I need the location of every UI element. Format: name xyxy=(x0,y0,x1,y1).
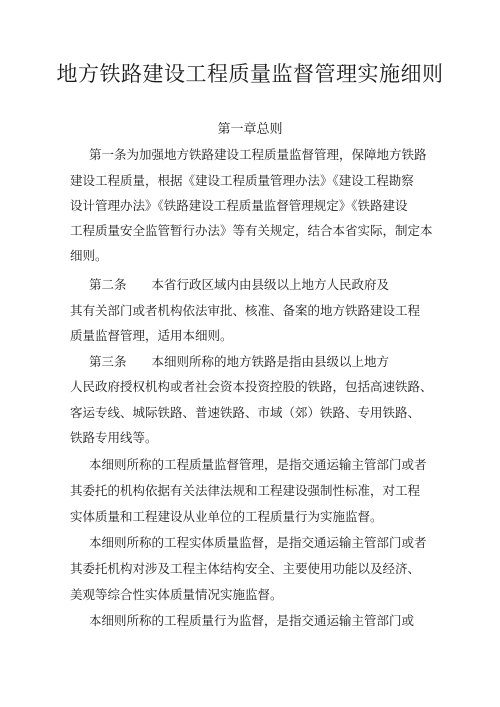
article-2-line-3: 质量监督管理，适用本细则。 xyxy=(70,328,233,343)
article-1-line-4: 工程质量安全监管暂行办法》等有关规定，结合本省实际，制定本 xyxy=(70,223,433,238)
article-1-line-1: 第一条为加强地方铁路建设工程质量监督管理，保障地方铁路 xyxy=(89,147,427,162)
article-2-line-1: 第二条 本省行政区域内由县级以上地方人民政府及 xyxy=(89,277,390,292)
paragraph-4-line-3: 实体质量和工程建设从业单位的工程质量行为实施监督。 xyxy=(70,509,383,524)
paragraph-4-line-1: 本细则所称的工程质量监督管理，是指交通运输主管部门或者 xyxy=(89,457,427,472)
article-3-line-4: 铁路专用线等。 xyxy=(70,430,158,445)
chapter-heading: 第一章总则 xyxy=(217,122,283,137)
article-1-line-3: 设计管理办法》《铁路建设工程质量监督管理规定》《铁路建设 xyxy=(70,198,408,213)
paragraph-4-line-2: 其委托的机构依据有关法律法规和工程建设强制性标准，对工程 xyxy=(70,483,421,498)
paragraph-5-line-2: 其委托机构对涉及工程主体结构安全、主要使用功能以及经济、 xyxy=(70,561,421,576)
article-1-line-2: 建设工程质量，根据《建设工程质量管理办法》《建设工程勘察 xyxy=(70,173,414,188)
article-3-line-1: 第三条 本细则所称的地方铁路是指由县级以上地方 xyxy=(89,354,390,369)
article-3-line-2: 人民政府授权机构或者社会资本投资控股的铁路，包括高速铁路、 xyxy=(70,379,433,394)
article-1-line-5: 细则。 xyxy=(70,248,108,263)
document-title: 地方铁路建设工程质量监督管理实施细则 xyxy=(56,62,444,86)
paragraph-5-line-1: 本细则所称的工程实体质量监督，是指交通运输主管部门或者 xyxy=(89,535,427,550)
paragraph-5-line-3: 美观等综合性实体质量情况实施监督。 xyxy=(70,587,283,602)
article-3-line-3: 客运专线、城际铁路、普速铁路、市域（郊）铁路、专用铁路、 xyxy=(70,405,421,420)
paragraph-6-line-1: 本细则所称的工程质量行为监督，是指交通运输主管部门或 xyxy=(89,613,415,628)
article-2-line-2: 其有关部门或者机构依法审批、核准、备案的地方铁路建设工程 xyxy=(70,303,421,318)
